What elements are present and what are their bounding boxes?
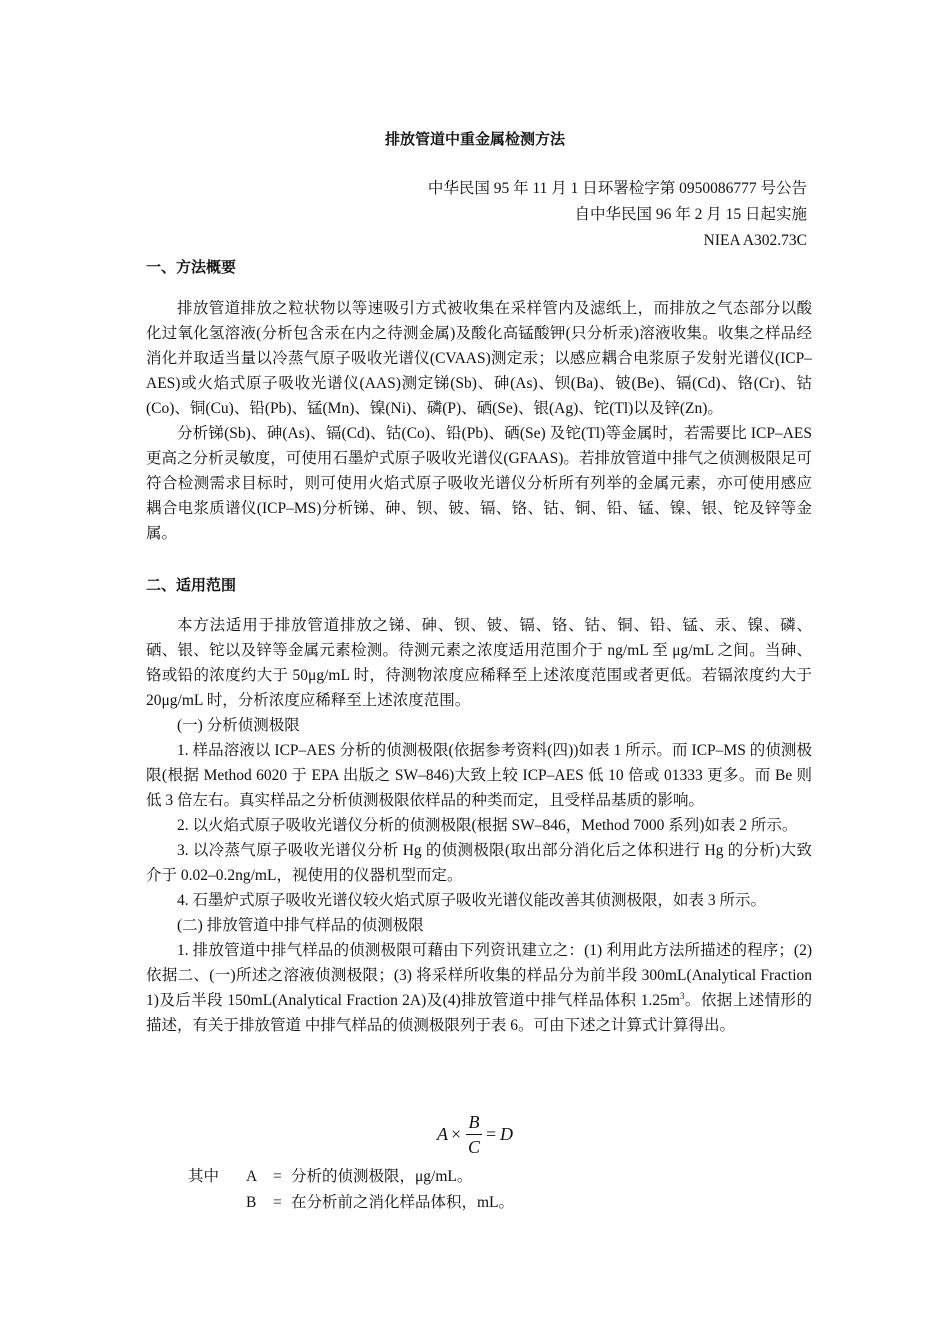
definition-lead: 其中 <box>188 1168 220 1185</box>
definition-symbol: A <box>246 1168 258 1185</box>
list-item: 4. 石墨炉式原子吸收光谱仪较火焰式原子吸收光谱仪能改善其侦测极限，如表 3 所示。 <box>177 892 767 909</box>
method-code: NIEA A302.73C <box>703 232 807 249</box>
section-scope-body <box>146 613 812 1038</box>
formula-fraction <box>466 1112 482 1157</box>
formula-numerator: B <box>468 1112 480 1132</box>
section-heading-scope: 二、适用范围 <box>146 576 237 594</box>
announcement-line: 中华民国 95 年 11 月 1 日环署检字第 0950086777 号公告 <box>427 180 807 197</box>
subsection-heading: (一) 分析侦测极限 <box>177 717 300 734</box>
superscript: 3 <box>679 990 685 1001</box>
effective-date-line: 自中华民国 96 年 2 月 15 日起实施 <box>574 206 807 223</box>
fraction-bar <box>466 1134 482 1135</box>
text-run: 1. 排放管道中排气样品的侦测极限可藉由下列资讯建立之：(1) 利用此方法所描述的程序；(2) 依据二、(一)所述之溶液侦测极限；(3) 将采样所收集的样品分为前半段 300mL(Analytical Fraction 1)及后半段 150mL(Analytical Fraction 2A)及(4)排放管道中排气样品体积 1.25m <box>146 942 812 1009</box>
formula-denominator: C <box>467 1137 480 1157</box>
list-item: 3. 以冷蒸气原子吸收光谱仪分析 Hg 的侦测极限(取出部分消化后之体积进行 Hg 的分析)大致介于 0.02–0.2ng/mL，视使用的仪器机型而定。 <box>146 842 812 884</box>
definition-text: 分析的侦测极限，μg/mL。 <box>291 1168 473 1185</box>
section-heading-summary: 一、方法概要 <box>146 258 237 276</box>
formula-equals: = <box>486 1124 497 1144</box>
text-run: 。依据上述情形的描述，有关于排放管道 中排气样品的侦测极限列于表 6。可由下述之计算式计算得出。 <box>146 992 812 1034</box>
paragraph: 分析锑(Sb)、砷(As)、镉(Cd)、钴(Co)、铅(Pb)、硒(Se) 及铊(Tl)等金属时，若需要比 ICP–AES 更高之分析灵敏度，可使用石墨炉式原子吸收光谱仪(GFAAS)。若排放管道中排气之侦测极限足可符合检测需求目标时，则可使用火焰式原子吸收光谱仪分析所有列举的金属元素，亦可使用感应耦合电浆质谱仪(ICP–MS)分析锑、砷、钡、铍、镉、铬、钴、铜、铅、锰、镍、银、铊及锌等金属。 <box>146 425 812 542</box>
list-item: 1. 样品溶液以 ICP–AES 分析的侦测极限(依据参考资料(四))如表 1 所示。而 ICP–MS 的侦测极限(根据 Method 6020 于 EPA 出版之 SW–846)大致上较 ICP–AES 低 10 倍或 01333 更多。而 Be 则低 3 倍左右。真实样品之分析侦测极限依样品的种类而定，且受样品基质的影响。 <box>146 742 812 809</box>
definition-equals: = <box>273 1194 282 1211</box>
definition-equals: = <box>273 1168 282 1185</box>
formula-term-a: A <box>437 1124 448 1144</box>
formula-result: D <box>500 1124 513 1144</box>
subsection-heading: (二) 排放管道中排气样品的侦测极限 <box>177 917 424 934</box>
formula <box>433 1112 523 1162</box>
paragraph: 本方法适用于排放管道排放之锑、砷、钡、铍、镉、铬、钴、铜、铅、锰、汞、镍、磷、硒、银、铊以及锌等金属元素检测。待测元素之浓度适用范围介于 ng/mL 至 μg/mL 之间。当砷、铬或铅的浓度约大于 50μg/mL 时，待测物浓度应稀释至上述浓度范围或者更低。若镉浓度约大于 20μg/mL 时，分析浓度应稀释至上述浓度范围。 <box>146 617 812 709</box>
formula-times: × <box>451 1124 462 1144</box>
announcement-block <box>428 176 807 254</box>
section-summary-body <box>146 296 812 546</box>
list-item: 2. 以火焰式原子吸收光谱仪分析的侦测极限(根据 SW–846，Method 7000 系列)如表 2 所示。 <box>177 817 798 834</box>
paragraph: 排放管道排放之粒状物以等速吸引方式被收集在采样管内及滤纸上，而排放之气态部分以酸化过氧化氢溶液(分析包含汞在内之待测金属)及酸化高锰酸钾(只分析汞)溶液收集。收集之样品经消化并取适当量以冷蒸气原子吸收光谱仪(CVAAS)测定汞；以感应耦合电浆原子发射光谱仪(ICP–AES)或火焰式原子吸收光谱仪(AAS)测定锑(Sb)、砷(As)、钡(Ba)、铍(Be)、镉(Cd)、铬(Cr)、钴(Co)、铜(Cu)、铅(Pb)、锰(Mn)、镍(Ni)、磷(P)、硒(Se)、银(Ag)、铊(Tl)以及锌(Zn)。 <box>146 300 812 417</box>
list-item <box>146 938 812 1038</box>
document-title: 排放管道中重金属检测方法 <box>384 130 565 148</box>
definition-text: 在分析前之消化样品体积，mL。 <box>291 1194 515 1211</box>
definition-symbol: B <box>246 1194 257 1211</box>
